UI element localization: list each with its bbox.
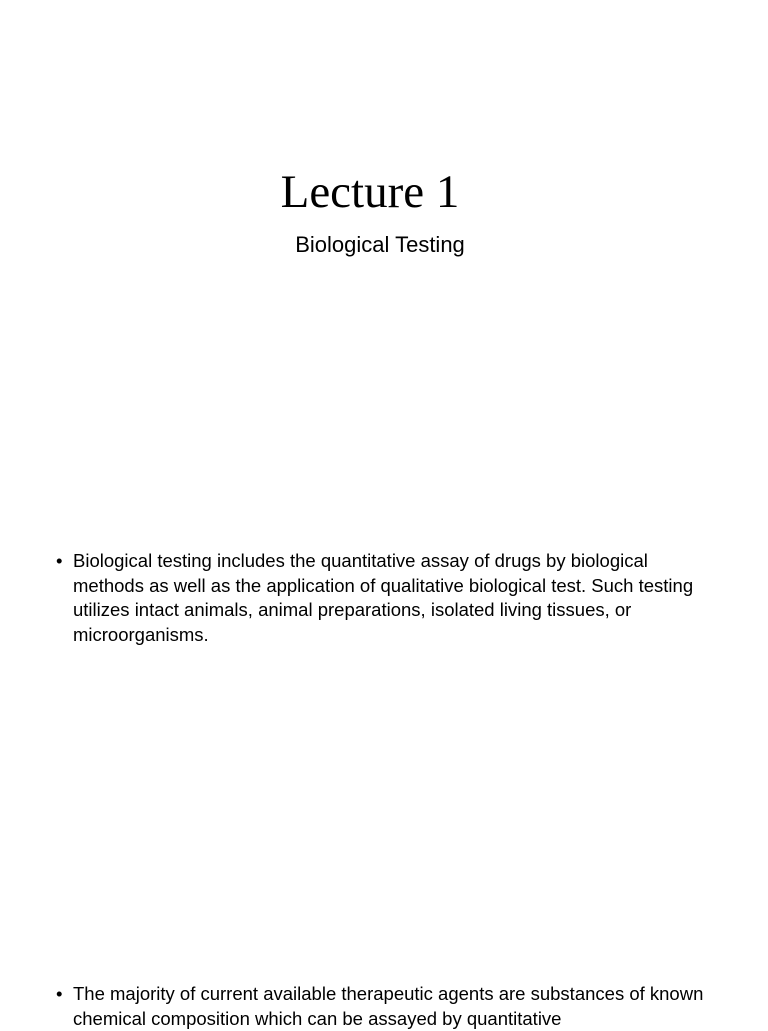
bullet-text: The majority of current available therapeutic agents are substances of known chemical composition which can be assayed by quantitative	[73, 983, 704, 1029]
bullet-item	[56, 549, 721, 647]
slide-title-heading: Lecture 1	[280, 166, 460, 218]
bullet-text: Biological testing includes the quantitative assay of drugs by biological methods as well as the application of qualitative biological test. Such testing utilizes intact animals, animal preparations, isolated living tissues, or microorganisms.	[73, 550, 694, 645]
bullet-list-definition	[56, 549, 721, 647]
bullet-icon: •	[56, 550, 63, 571]
bullet-icon: •	[56, 983, 63, 1004]
slide-subtitle: Biological Testing	[295, 232, 465, 257]
